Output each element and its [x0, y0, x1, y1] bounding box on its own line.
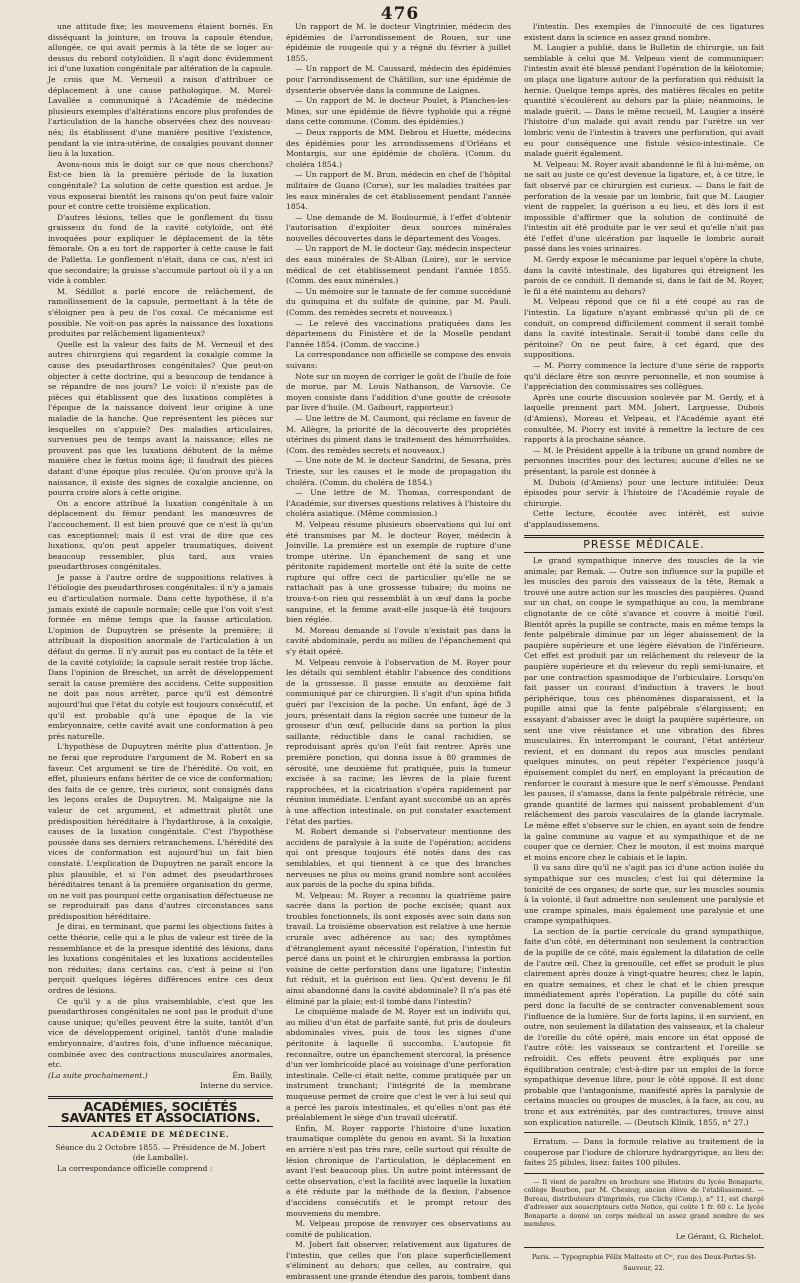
paragraph: l'intestin. Des exemples de l'innocuité de ces ligatures existent dans la science en assez grand nombre.: [524, 22, 764, 42]
gerant: Le Gérant, G. Richelot.: [675, 1232, 764, 1242]
paragraph: — M. le Président appelle à la tribune un grand nombre de personnes inscrites pour des lectures; aucune d'elles ne se présentant, la parole est donnée à: [524, 445, 764, 476]
press-text: [524, 556, 764, 1128]
paragraph: Avons-nous mis le doigt sur ce que nous cherchons? Est-ce bien là la première période de la luxation congénitale? La solution de cette question est ardue. Je vous exposerai bientôt les raisons qu'on peut faire valoir pour et contre cette troisième explication.: [48, 159, 273, 212]
divider: [524, 1173, 764, 1174]
paragraph: — Deux rapports de MM. Debrou et Huette, médecins des épidémies pour les arrondissemens d'Orléans et Montargis, sur une épidémie de choléra. (Comm. du choléra 1854.): [286, 127, 511, 169]
divider: [524, 1247, 764, 1248]
column-left-text: [48, 22, 273, 1071]
column-left: [48, 22, 273, 1173]
paragraph: M. Jobert fait observer, relativement aux ligatures de l'intestin, que celles que l'on place superficiellement s'éliminent au dehors; que celles, au contraire, qui embrassent une grande étendue des parois, tombent dans: [286, 1240, 511, 1282]
correspondence-intro: La correspondance officielle comprend :: [57, 1163, 213, 1173]
paragraph: — Une lettre de M. Caumont, qui réclame en faveur de M. Allègre, la priorité de la découverte des propriétés utérines du piment dans le traitement des hémorrhoïdes. (Com. des remèdes secrets et nouveaux.): [286, 413, 511, 455]
paragraph: M. Laugier a publié, dans le Bulletin de chirurgie, un fait semblable à celui que M. Velpeau vient de communiquer: l'intestin avait été blessé pendant l'opération de la kélotomie; on plaça une ligature autour de la perforation qui réduisit la hernie. Quelque temps après, des matières fécales en petite quantité s'écoulèrent au dehors par la plaie; néanmoins, le malade guérit. — Dans le même recueil, M. Laugier a inséré l'histoire d'un malade qui avait rendu par l'urètre un ver lombric venu de l'intestin à travers une perforation, qui avait eu pour conséquence une fistule vésico-intestinale. Ce malade guérit également.: [524, 43, 764, 159]
printer-footer: Paris. — Typographie Félix Malteste et Cⁱᵉ, rue des Deux-Portes-St-Sauveur, 22.: [531, 1252, 757, 1272]
signature-name: Ém. Bailly,: [232, 1070, 273, 1080]
paragraph: Cette lecture, écoutée avec intérêt, est suivie d'applaudissemens.: [524, 509, 764, 529]
paragraph: M. Velpeau propose de renvoyer ces observations au comité de publication.: [286, 1219, 511, 1239]
paragraph: D'autres lésions, telles que le gonflement du tissu graisseux du fond de la cavité cotyloïde, ont été invoquées pour expliquer le déplacement de la tête fémorale. On a eu tort de rapporter à cette cause le fait de Palletta. Le gonflement n'était, dans ce cas, n'est ici que secondaire; la graisse s'accumule partout où il y a un vide à combler.: [48, 212, 273, 286]
press-title: PRESSE MÉDICALE.: [524, 535, 764, 554]
divider: [524, 1132, 764, 1133]
paragraph: M. Velpeau: M. Royer avait abandonné le fil à lui-même, on ne sait au juste ce qu'est devenue la ligature, et, à ce titre, le fait observé par ce chirurgien est curieux. — Dans le fait de perforation de la vessie par un lombric, fait que M. Laugier vient de rappeler, la guérison a eu lieu, et dès lors il est impossible d'affirmer que la solution de continuité de l'intestin ait été produite par le ver seul et qu'elle n'ait pas été l'effet d'une ulcération par laquelle le lombric aurait passé dans les voies urinaires.: [524, 159, 764, 254]
paragraph: Il va sans dire qu'il ne s'agit pas ici d'une action isolée du sympathique sur ces muscles; c'est lui qui détermine la tonicité de ces organes; de sorte que, sur les muscles soumis à la volonté, il faut admettre non seulement une paralysie et une crampe spinales, mais également une paralysie et une crampe sympathiques.: [524, 863, 764, 926]
academy-title: ACADÉMIE DE MÉDECINE.: [91, 1130, 230, 1140]
paragraph: Un rapport de M. le docteur Vingtrinier, médecin des épidémies de l'arrondissement de Rouen, sur une épidémie de rougeole qui y a régné du février à juillet 1855.: [286, 22, 511, 63]
paragraph: M. Moreau demande si l'ovule n'existait pas dans la cavité abdominale, perdu au milieu de l'épanchement qui s'y était opéré.: [286, 625, 511, 657]
paragraph: M. Gerdy expose le mécanisme par lequel s'opère la chute, dans la cavité intestinale, des ligatures qui étreignent les parois de ce conduit. Il demande si, dans le fait de M. Royer, le fil a été maintenu au dehors?: [524, 255, 764, 296]
paragraph: M. Velpeau répond que ce fil a été coupé au ras de l'intestin. La ligature n'ayant embrassé qu'un pli de ce conduit, on comprend difficilement comment il serait tombé dans la cavité intestinale. Serait-il tombé dans celle du péritoine? On ne peut faire, à cet égard, que des suppositions.: [524, 297, 764, 360]
paragraph: On a encore attribué la luxation congénitale à un déplacement du fémur pendant les manœuvres de l'accouchement. Il est bien prouvé que ce n'est là qu'un cas exceptionnel; mais il est vrai de dire que ces luxations, qu'on peut appeler traumatiques, doivent beaucoup ressembler, plus tard, aux vraies pseudarthroses congénitales.: [48, 498, 273, 572]
paragraph: Quelle est la valeur des faits de M. Verneuil et des autres chirurgiens qui regardent la coxalgie comme la cause des pseudarthroses congénitales? Que peut-on objecter à cette doctrine, qui a beaucoup de tendance à se répandre de nos jours? Le voici: il n'existe pas de pièces qui établissent que des luxations complètes à l'époque de la naissance doivent leur origine à une maladie de la hanche. Que représentent les pièces sur lesquelles on s'appuie? Des maladies articulaires, survenues peu de temps avant la naissance; elles ne prouvent pas que les luxations débutent de la même manière chez le fœtus moins âgé; il faudrait des pièces datant d'une époque plus reculée. Qu'on prouve qu'à la naissance, il existe des signes de coxalgie ancienne, on pourra croire alors à cette origine.: [48, 339, 273, 498]
paragraph: — Un mémoire sur le tannate de fer comme succédané du quinquina et du sulfate de quinine, par M. Pauli. (Comm. des remèdes secrets et nouveaux.): [286, 286, 511, 318]
paragraph: — Un rapport de M. Caussard, médecin des épidémies pour l'arrondissement de Châtillon, sur une épidémie de dysenterie observée dans la commune de Laignes.: [286, 64, 511, 95]
column-middle: [286, 22, 511, 1282]
paragraph: — Un rapport de M. le docteur Poulet, à Planches-les-Mines, sur une épidémie de fièvre typhoïde qui a régné dans cette commune. (Comm. des épidémies.): [286, 96, 511, 127]
paragraph: M. Velpeau: M. Royer a reconnu la quatrième paire sacrée dans la portion de poche excisée; quant aux troubles fonctionnels, ils sont exposés avec soin dans son travail. La troisième observation est relative à une hernie crurale avec adhérence au sac; des symptômes d'étranglement ayant nécessité l'opération, l'intestin fut percé dans un point et le chirurgien embrassa la portion voisine de cette perforation dans une ligature; l'intestin fut réduit, et la guérison eut lieu. Qu'est devenu le fil ainsi abandonné dans la cavité abdominale? Il n'a pas été éliminé par la plaie; est-il tombé dans l'intestin?: [286, 890, 511, 1006]
paragraph: — M. Piorry commence la lecture d'une série de rapports qu'il déclare être son œuvre personnelle, et non soumise à l'appréciation des commissaires ses collègues.: [524, 361, 764, 392]
notice: — Il vient de paraître en brochure une Histoire du lycée Bonaparte, collège Bourbon, par M. Chesnuy, ancien élève de l'établissement. — Bureau, distributeurs d'imprimés, rue Clichy (Comp.), n° 11, est chargé d'adresser aux souscripteurs cette Notice, qui coûte 1 fr. 60 c. Le lycée Bonaparte a donné un corps médical un assez grand nombre de ses membres.: [524, 1177, 764, 1228]
session-line: Séance du 2 Octobre 1855. — Présidence de M. Jobert (de Lamballe).: [55, 1142, 266, 1163]
paragraph: — Un rapport de M. le docteur Gay, médecin inspecteur des eaux minérales de St-Alban (Loire), sur le service médical de cet établissement pendant l'année 1855. (Comm. des eaux minérales.): [286, 244, 511, 286]
paragraph: Ce qu'il y a de plus vraisemblable, c'est que les pseudarthroses congénitales ne sont pas le produit d'une cause unique; qu'elles peuvent être la suite, tantôt d'un vice de développement originel, tantôt d'une maladie embryonnaire, d'autres fois, d'une influence mécanique, combinée avec des contractions musculaires anormales, etc.: [48, 996, 273, 1070]
paragraph: M. Robert demande si l'observateur mentionne des accidens de paralysie à la suite de l'opération; accidens qui ont presque toujours été notés dans des cas semblables, et qui tiennent à ce que des branches nerveuses ne plus ou moins grand nombre sont accolées aux parois de la poche du spina bifida.: [286, 827, 511, 890]
paragraph: L'hypothèse de Dupuytren mérite plus d'attention. Je ne ferai que reproduire l'argument de M. Robert en sa faveur. Cet argument se tire de l'hérédité. On voit, en effet, plusieurs enfans hériter de ce vice de conformation; des faits de ce genre, très curieux, sont consignés dans les leçons orales de Dupuytren. M. Malgaigne nie la valeur de cet argument, et admettrait plutôt une prédisposition héréditaire à l'hydarthrose, à la coxalgie, causes de la luxation congénitale. C'est l'hypothèse poussée dans ses derniers retranchemens. L'hérédité des vices de conformation est aujourd'hui un fait bien constaté. L'explication de Dupuytren ne paraît encore la plus plausible, et si l'on admet des pseudarthroses héréditaires tenant à la première organisation du germe, on ne voit pas pourquoi cette organisation défectueuse ne se reproduirait pas dans d'autres circonstances sans prédisposition héréditaire.: [48, 742, 273, 921]
paragraph: — Un rapport de M. Brun, médecin en chef de l'hôpital militaire de Guano (Corse), sur les maladies traitées par les eaux minérales de cet établissement pendant l'année 1854.: [286, 170, 511, 212]
paragraph: — Le relevé des vaccinations pratiquées dans les départemens du Finistère et de la Moselle pendant l'année 1854. (Comm. de vaccine.): [286, 318, 511, 349]
paragraph: M. Velpeau résume plusieurs observations qui lui ont été transmises par M. le docteur Royer, médecin à Joinville. La première est un exemple de rupture d'une trompe utérine. Un épanchement de sang et une péritonite rapidement mortelle ont été la suite de cette rupture qui offre ceci de particulier qu'elle ne se rattachait pas à une grossesse tubaire; du moins ne trouva-t-on rien qui ressemblât à un œuf dans la poche sanguine, et la femme avait-elle jusque-là été toujours bien réglée.: [286, 519, 511, 625]
paragraph: M. Sédillot a parlé encore de relâchement, de ramollissement de la capsule, permettant à la tête de s'éloigner peu à peu de l'os coxal. Ce mécanisme est possible. Ne voit-on pas après la naissance des luxations produites par relâchement ligamenteux?: [48, 286, 273, 339]
column-middle-text: [286, 22, 511, 1283]
paragraph: Je dirai, en terminant, que parmi les objections faites à cette théorie, celle qui a le plus de valeur est tirée de la ressemblance et de la presque identité des lésions, dans les luxations congénitales et les luxations accidentelles non réduites; dans certains cas, c'est à peine si l'on perçoit quelques légères différences entre ces deux ordres de lésions.: [48, 922, 273, 996]
column-right: [524, 22, 764, 1272]
paragraph: une attitude fixe; les mouvemens étaient bornés. En disséquant la jointure, on trouva la capsule étendue, allongée, ce qui avait permis à la tête de se loger au-dessus du rebord cotyloïdien. Il s'agit donc évidemment ici d'une luxation congénitale par altération de la capsule. Je crois que M. Verneuil a raison d'attribuer ce déplacement à une cause pathologique. M. Morel-Lavallée a communiqué à l'Académie de médecine plusieurs exemples d'altérations encore plus profondes de l'articulation de la hanche observées chez des nouveau-nés; ils établissent d'une manière positive l'existence, pendant la vie intra-utérine, de coxalgies pouvant donner lieu à la luxation.: [48, 22, 273, 159]
paragraph: Enfin, M. Royer rapporte l'histoire d'une luxation traumatique complète du genou en avant. Si la luxation en arrière n'est pas très rare, celle surtout qui résulte de lésion chronique de l'articulation, le déplacement en avant l'est beaucoup plus. Un autre point intéressant de cette observation, c'est la facilité avec laquelle la luxation a été réduite par la méthode de la flexion, l'absence d'accidens consécutifs et le prompt retour des mouvemens du membre.: [286, 1123, 511, 1218]
paragraph: — Une lettre de M. Thomas, correspondant de l'Académie, sur diverses questions relatives à l'histoire du choléra asiatique. (Même commission.): [286, 488, 511, 519]
column-right-text: [524, 22, 764, 531]
paragraph: Le cinquième malade de M. Royer est un individu qui, au milieu d'un état de parfaite santé, fut pris de douleurs abdominales vives, puis de tous les signes d'une péritonite à laquelle il succomba. L'autopsie fit reconnaître, outre un épanchement stercoral, la présence d'un ver lombricoïde placé au voisinage d'une perforation intestinale. Celle-ci était nette, comme pratiquée par un instrument tranchant; l'intégrité de la membrane muqueuse permet de croire que c'est le ver à lui seul qui a percé les parois intestinales, et qu'elles n'ont pas été préalablement le siège d'un travail ulcératif.: [286, 1007, 511, 1123]
paragraph: M. Velpeau renvoie à l'observation de M. Royer pour les détails qui semblent établir l'absence des conditions de la grossesse. Il passe ensuite au deuxième fait communiqué par ce chirurgien. Il s'agit d'un spina bifida guéri par l'excision de la poche. Un enfant, âgé de 3 jours, présentait dans la région sacrée une tumeur de la grosseur d'un œuf, pellucide dans sa portion la plus saillante, réductible dans le canal rachidien, se reproduisant après qu'on l'eût fait rentrer. Après une première ponction, qui donna issue à 80 grammes de sérosité, une deuxième fut pratiquée, puis la tumeur excisée à sa racine; les lèvres de la plaie furent rapprochées, et la cicatrisation s'opéra rapidement par réunion immédiate. L'enfant ayant succombé un an après à une affection intestinale, on put constater exactement l'état des parties.: [286, 657, 511, 826]
paragraph: Le grand sympathique innerve des muscles de la vie animale; par Remak. — Outre son influence sur la pupille et les muscles des parois des vaisseaux de la tête, Remak a trouvé une autre action sur les muscles des paupières. Quand sur un chat, on coupe le sympathique au cou, la membrane clignotante de ce côté s'avance et couvre à moitié l'œil. Bientôt après la pupille se contracte, mais en même temps la fente palpébrale diminue par un léger abaissement de la paupière supérieure et une légère élévation de l'inférieure. Cet effet est produit par un relâchement du releveur de la paupière supérieure et du releveur du repli semi-lunaire, et par une contraction spasmodique de l'orbiculaire. Lorsqu'on fait passer un courant d'induction à travers le bout périphérique, tous ces phénomènes disparaissent, et la pupille ainsi que la fente palpébrale s'élargissent; en essayant d'abaisser avec le doigt la paupière supérieure, on sent une vive résistance et une vibration des fibres musculaires. En interrompant le courant, l'état antérieur revient, et en donnant du repos aux muscles pendant quelques minutes, on peut répéter l'expérience jusqu'à épuisement complet du nerf, en employant la précaution de renforcer le courant à mesure que le nerf s'émousse. Pendant les pauses, il s'amasse, dans la fente palpébrale rétrécie, une grande quantité de larmes qui naissent probablement d'un relâchement des parois vasculaires de la glande lacrymale. Le même effet s'observe sur le chien, en ayant soin de fendre la gaîne commune au vague et au sympathique et de ne couper que ce dernier. Chez le mouton, il est moins marqué et moins encore chez le cabiais et le lapin.: [524, 556, 764, 862]
signature-role: Interne du service.: [200, 1081, 273, 1091]
erratum: Erratum. — Dans la formule relative au traitement de la couperose par l'iodure de chlorure hydrargyrique, au lieu de: faites 25 pilules, lisez: faites 100 pilules.: [524, 1137, 764, 1168]
paragraph: Note sur un moyen de corriger le goût de l'huile de foie de morue, par M. Louis Nathanson, de Varsovie. Ce moyen consiste dans l'addition d'une goutte de créosote par livre d'huile. (M. Gaibourt, rapporteur.): [286, 371, 511, 413]
suite-note: (La suite prochainement.): [48, 1070, 148, 1080]
section-title: ACADÉMIES, SOCIÉTÉS SAVANTES ET ASSOCIATIONS.: [48, 1096, 273, 1127]
paragraph: M. Dubois (d'Amiens) pour une lecture intitulée: Deux épisodes pour servir à l'histoire de l'Académie royale de chirurgie.: [524, 477, 764, 508]
paragraph: — Une note de M. le docteur Sandrini, de Sesana, près Trieste, sur les causes et le mode de propagation du choléra. (Comm. du choléra de 1854.): [286, 456, 511, 487]
paragraph: La section de la partie cervicale du grand sympathique, faite d'un côté, en déterminant non seulement la contraction de la pupille de ce côté, mais également la dilatation de celle de l'autre œil. Chez la grenouille, cet effet se produit le plus clairement après douze à vingt-quatre heures; chez le lapin, en quatre semaines, et chez le chat et le chien presque immédiatement après l'opération. La pupille du côté sain perd donc la faculté de se contracter convenablement sous l'influence de la lumière. Sur de forts lapins, il en survient, en outre, non seulement la dilatation des vaisseaux, et la chaleur de l'oreille du côté opéré, mais encore un état opposé de l'autre côté: les vaisseaux se contractent et l'oreille se refroidit. Ces effets peuvent être expliqués par une équilibration centrale; c'est-à-dire par un emploi de la force sympathique devenue libre, pour le côté opposé. Il est donc probable que l'antagonisme, manifesté après la paralysie de certains muscles ou groupes de muscles, à la face, au cou, au tronc et aux extrémités, par des contractures, trouve ainsi son explication naturelle. — (Deutsch Klinik, 1855, n° 27.): [524, 926, 764, 1127]
signature-block: [48, 1071, 273, 1092]
paragraph: Après une courte discussion soulevée par M. Gerdy, et à laquelle prennent part MM. Jobert, Larguesse, Dubois (d'Amiens), Moreau et Velpeau, et l'Académie ayant été consultée, M. Piorry est invité à remettre la lecture de ces rapports à la prochaine séance.: [524, 392, 764, 445]
paragraph: La correspondance non officielle se compose des envois suivans:: [286, 350, 511, 370]
page-number: 476: [380, 4, 420, 24]
paragraph: Je passe à l'autre ordre de suppositions relatives à l'étiologie des pseudarthroses congénitales: il n'y a jamais eu d'articulation normale. Dans cette hypothèse, il n'a jamais existé de capsule normale; celle que l'on voit s'est formée en même temps que la fausse articulation. L'opinion de Dupuytren se présente la première; il attribuait la disposition anormale de l'articulation à un défaut du germe. Il n'y aurait pas eu contact de la tête et de la cavité cotyloïde; la capsule serait restée trop lâche. Dans l'opinion de Breschet, un arrêt de développement serait la cause première des accidens. Cette supposition ne doit pas nous arrêter, parce qu'il est démontré aujourd'hui que l'état du cotyle est toujours consécutif, et qu'il est probable qu'à une époque de la vie embryonnaire, cette cavité avait une conformation à peu près naturelle.: [48, 572, 273, 741]
paragraph: — Une demande de M. Boulourmié, à l'effet d'obtenir l'autorisation d'exploiter deux sources minérales nouvelles découvertes dans le département des Vosges.: [286, 212, 511, 243]
